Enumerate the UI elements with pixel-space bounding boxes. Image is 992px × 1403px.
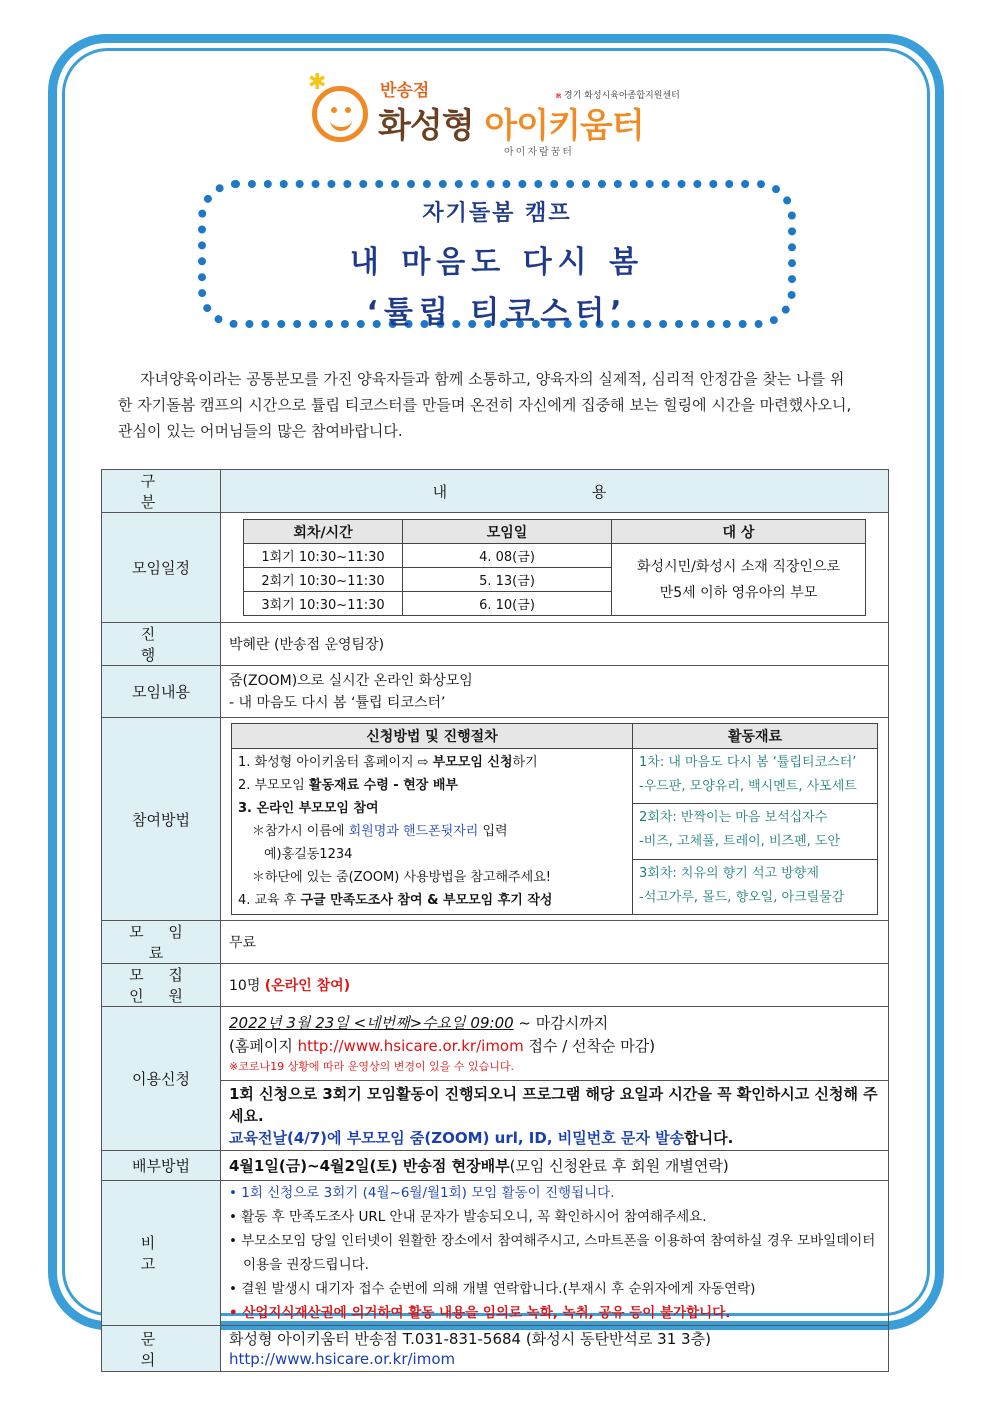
star-icon: ✱ [308, 70, 327, 95]
label-contact: 문 의 [102, 1326, 221, 1372]
fee-value: 무료 [221, 921, 889, 964]
content-value: 줌(ZOOM)으로 실시간 온라인 화상모임 - 내 마음도 다시 봄 ‘튤립 티코스터’ [221, 666, 889, 718]
session-1: 1회기 10:30~11:30 [244, 544, 403, 568]
org-mark-icon: ೫ [556, 91, 562, 101]
session-3-date: 6. 10(금) [403, 592, 612, 616]
label-apply: 이용신청 [102, 1007, 221, 1151]
material-1: 1차: 내 마음도 다시 봄 ‘튤립티코스터’ -우드판, 모양유리, 백시멘트, 사포세트 [633, 749, 878, 804]
session-1-date: 4. 08(금) [403, 544, 612, 568]
logo-name: 화성형 아이키움터 [378, 106, 644, 146]
host-value: 박혜란 (반송점 운영팀장) [221, 623, 889, 666]
session-2-date: 5. 13(금) [403, 568, 612, 592]
contact-link: http://www.hsicare.or.kr/imom [229, 1349, 456, 1368]
material-2: 2회차: 반짝이는 마음 보석십자수 -비즈, 고체풀, 트레이, 비즈펜, 도안 [633, 804, 878, 859]
label-recruit: 모 집 인 원 [102, 964, 221, 1007]
apply-notes: 1회 신청으로 3회기 모임활동이 진행되오니 프로그램 해당 요일과 시간을 꼭 확인하시고 신청해 주세요. 교육전날(4/7)에 부모모임 줌(ZOOM) url, ID, 비밀번호 문자 발송합니다. [221, 1081, 889, 1151]
method-steps: 1. 화성형 아이키움터 홈페이지 ⇨ 부모모임 신청하기 2. 부모모임 활동재료 수령 - 현장 배부 3. 온라인 부모모임 참여 ＊참가시 이름에 회원명과 핸드폰뒷자리 입력 예)홍길동1234 ＊하단에 있는 줌(ZOOM) 사용방법을 참고해주세요! 4. 교육 후 구글 만족도조사 참여 & 부모모임 후기 작성 [232, 749, 633, 915]
title-camp: 자기돌봄 캠프 [422, 201, 572, 226]
title-sub: ‘튤립 티코스터’ [366, 295, 628, 330]
label-method: 참여방법 [102, 718, 221, 921]
label-distribution: 배부방법 [102, 1151, 221, 1181]
recruit-value: 10명 (온라인 참여) [221, 964, 889, 1007]
logo-branch: 반송점 [380, 81, 430, 101]
logo [304, 68, 684, 160]
apply-info: 2022년 3월 23일 <네번째>수요일 09:00 ~ 마감시까지 (홈페이지 http://www.hsicare.or.kr/imom 접수 / 선착순 마감) ※코로나19 상황에 따라 운영상의 변경이 있을 수 있습니다. [221, 1007, 889, 1081]
header-gubun: 구 분 [102, 470, 221, 513]
org-name: ೫ 경기 화성시육아종합지원센터 [556, 91, 680, 101]
header-content: 내 용 [221, 470, 889, 513]
remarks-list: • 1회 신청으로 3회기 (4월~6월/월1회) 모임 활동이 진행됩니다. • 활동 후 만족도조사 URL 안내 문자가 발송되오니, 꼭 확인하시어 참여해주세요. • 부모소모임 당일 인터넷이 원활한 장소에서 참여해주시고, 스마트폰을 이용하여 참여하실 경우 모바일데이터 이용을 권장드립니다. • 결원 발생시 대기자 접수 순번에 의해 개별 연락합니다.(부재시 후 순위자에게 자동연락) • 산업지식재산권에 의거하여 활동 내용을 임의로 녹화, 녹취, 공유 등이 불가합니다. [221, 1181, 889, 1326]
label-remarks: 비 고 [102, 1181, 221, 1326]
session-3: 3회기 10:30~11:30 [244, 592, 403, 616]
contact-info: 화성형 아이키움터 반송점 T.031-831-5684 (화성시 동탄반석로 31 3층) http://www.hsicare.or.kr/imom [221, 1326, 889, 1372]
label-fee: 모 임 료 [102, 921, 221, 964]
target: 화성시민/화성시 소재 직장인으로 만5세 이하 영유아의 부모 [612, 544, 866, 616]
distribution-value: 4월1일(금)~4월2일(토) 반송점 현장배부(모임 신청완료 후 회원 개별연락) [221, 1151, 889, 1181]
label-content: 모임내용 [102, 666, 221, 718]
logo-tagline: 아이자람꿈터 [504, 147, 574, 158]
schedule-table: 회차/시간 모임일 대 상 1회기 10:30~11:30 4. 08(금) 화성시민/화성시 소재 직장인으로 만5세 이하 영유아의 부모 2회기 10:30~11:30 5. 13(금) 3회기 10:30~11:30 6. 10(금) [243, 519, 866, 616]
intro-paragraph: 자녀양육이라는 공통분모를 가진 양육자들과 함께 소통하고, 양육자의 실제적, 심리적 안정감을 찾는 나를 위한 자기돌봄 캠프의 시간으로 튤립 티코스터를 만들며 온전히 자신에게 집중해 보는 힐링에 시간을 마련했사오니, 관심이 있는 어머님들의 많은 참여바랍니다. [118, 370, 852, 440]
method-table: 신청방법 및 진행절차 활동재료 1. 화성형 아이키움터 홈페이지 ⇨ 부모모임 신청하기 2. 부모모임 활동재료 수령 - 현장 배부 3. 온라인 부모모임 참여 ＊참가시 이름에 회원명과 핸드폰뒷자리 입력 예)홍길동1234 ＊하단에 있는 줌(ZOOM) 사용방법을 참고해주세요! 4. 교육 후 구글 만족도조사 참여 & 부모모임 후기 작성 1차: 내 마음도 다시 봄 ‘튤립티코스터’ -우드판, 모양유리, 백시멘트, 사포세트 2회차: 반짝이는 마음 보석십자수 -비즈, 고체풀, 트레이, 비즈펜, 도안 3회차: 치유의 향기 석고 방향제 -석고가루, 몰드, 향오일, 아크릴물감 [231, 723, 878, 915]
smiley-face-icon [312, 86, 368, 142]
label-schedule: 모임일정 [102, 513, 221, 623]
material-3: 3회차: 치유의 향기 석고 방향제 -석고가루, 몰드, 향오일, 아크릴물감 [633, 859, 878, 914]
label-host: 진 행 [102, 623, 221, 666]
info-table [101, 469, 889, 1372]
session-2: 2회기 10:30~11:30 [244, 568, 403, 592]
title-main: 내 마음도 다시 봄 [349, 245, 645, 280]
title-box [198, 180, 796, 328]
